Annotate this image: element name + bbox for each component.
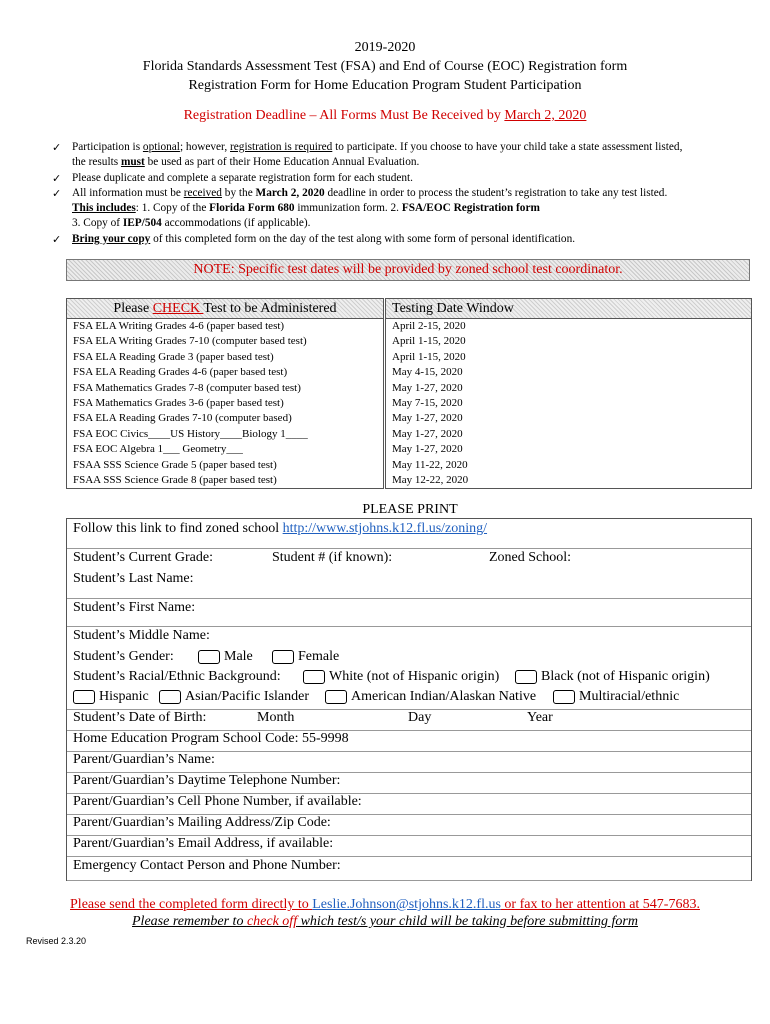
ethnic-label: Student’s Racial/Ethnic Background: <box>73 669 281 684</box>
zoning-link[interactable]: http://www.stjohns.k12.fl.us/zoning/ <box>282 521 488 536</box>
american-indian-checkbox[interactable] <box>325 690 347 704</box>
student-info-form <box>66 518 752 881</box>
send-instructions: Please send the completed form directly to Leslie.Johnson@stjohns.k12.fl.us or fax to her attention at 547-7683. <box>70 897 700 912</box>
asian-checkbox[interactable] <box>159 690 181 704</box>
test-row[interactable]: FSA Mathematics Grades 7-8 (computer based test) <box>73 381 301 394</box>
black-checkbox[interactable] <box>515 670 537 684</box>
tests-table <box>66 298 384 489</box>
header-year: 2019-2020 <box>354 40 416 55</box>
checkmark-icon: ✓ <box>52 141 62 154</box>
header-subtitle: Registration Form for Home Education Program Student Participation <box>188 78 582 93</box>
middle-name-label: Student’s Middle Name: <box>73 628 210 643</box>
window-row: May 1-27, 2020 <box>392 412 463 425</box>
test-row[interactable]: FSA EOC Algebra 1___ Geometry___ <box>73 443 243 456</box>
checkmark-icon: ✓ <box>52 186 62 200</box>
window-row: April 2-15, 2020 <box>392 320 466 332</box>
grade-row[interactable] <box>67 549 751 599</box>
middle-name-gender-ethnic-row[interactable] <box>67 627 751 710</box>
last-name-label: Student’s Last Name: <box>73 571 194 586</box>
testing-window-table <box>385 298 752 489</box>
test-row[interactable]: FSAA SSS Science Grade 8 (paper based test) <box>73 473 277 486</box>
revision-note: Revised 2.3.20 <box>26 936 87 946</box>
checkmark-icon: ✓ <box>52 232 62 246</box>
window-row: May 4-15, 2020 <box>392 366 463 379</box>
window-row: May 1-27, 2020 <box>392 427 463 440</box>
checkmark-icon: ✓ <box>52 171 62 185</box>
month-label: Month <box>257 710 295 725</box>
zoned-school-label: Zoned School: <box>489 550 572 565</box>
window-row: April 1-15, 2020 <box>392 335 466 348</box>
gender-label: Student’s Gender: <box>73 649 174 664</box>
first-name-row[interactable]: Student’s First Name: <box>67 599 751 627</box>
window-row: May 12-22, 2020 <box>392 473 469 486</box>
black-option[interactable]: Black (not of Hispanic origin) <box>515 669 710 685</box>
window-row: May 11-22, 2020 <box>392 458 468 471</box>
school-code-row: Home Education Program School Code: 55-9998 <box>67 731 751 752</box>
multiracial-option[interactable]: Multiracial/ethnic <box>553 689 679 705</box>
test-row[interactable]: FSA ELA Reading Grade 3 (paper based test) <box>73 350 274 363</box>
male-checkbox[interactable] <box>198 650 220 664</box>
window-row: May 1-27, 2020 <box>392 381 463 394</box>
tests-table-header: Please CHECK Test to be Administered <box>67 299 383 319</box>
window-row: May 7-15, 2020 <box>392 396 463 409</box>
mailing-address-row[interactable]: Parent/Guardian’s Mailing Address/Zip Code: <box>67 815 751 836</box>
zoning-link-row: Follow this link to find zoned school http://www.stjohns.k12.fl.us/zoning/ <box>67 519 751 549</box>
student-number-label: Student # (if known): <box>272 550 393 565</box>
asian-option[interactable]: Asian/Pacific Islander <box>159 689 309 705</box>
current-grade-label: Student’s Current Grade: <box>73 550 213 565</box>
note-banner: NOTE: Specific test dates will be provided by zoned school test coordinator. <box>66 259 750 281</box>
instruction-duplicate: ✓ Please duplicate and complete a separate registration form for each student. <box>52 171 413 185</box>
please-print-title: PLEASE PRINT <box>362 502 458 517</box>
test-row[interactable]: FSA ELA Reading Grades 7-10 (computer based) <box>73 412 292 425</box>
cell-phone-row[interactable]: Parent/Guardian’s Cell Phone Number, if available: <box>67 794 751 815</box>
instructions-list <box>44 140 754 247</box>
deadline-date: March 2, 2020 <box>504 108 587 123</box>
female-checkbox[interactable] <box>272 650 294 664</box>
instruction-bring-copy: ✓ Bring your copy of this completed form on the day of the test along with some form of personal identification. <box>52 232 576 246</box>
day-label: Day <box>408 710 432 725</box>
instruction-received: ✓ All information must be received by the March 2, 2020 deadline in order to process the student’s registration to take any test listed. This includes: 1. Copy of the Florida Form 680 immunization form. 2. FSA/EOC Registration form 3. Copy of IEP/504 accommodations (if applicable). <box>52 186 668 230</box>
white-option[interactable]: White (not of Hispanic origin) <box>303 669 499 685</box>
dob-label: Student’s Date of Birth: <box>73 710 207 725</box>
instruction-participation: ✓ Participation is optional; however, registration is required to participate. If you choose to have your child take a state assessment listed, the results must be used as part of their Home Education Annual Evaluation. <box>52 141 683 169</box>
dob-row[interactable] <box>67 710 751 731</box>
multiracial-checkbox[interactable] <box>553 690 575 704</box>
guardian-name-row[interactable]: Parent/Guardian’s Name: <box>67 752 751 773</box>
email-row[interactable]: Parent/Guardian’s Email Address, if available: <box>67 836 751 857</box>
hispanic-checkbox[interactable] <box>73 690 95 704</box>
header-title: Florida Standards Assessment Test (FSA) and End of Course (EOC) Registration form <box>142 59 628 74</box>
american-indian-option[interactable]: American Indian/Alaskan Native <box>325 689 536 705</box>
contact-email-link[interactable]: Leslie.Johnson@stjohns.k12.fl.us <box>312 897 501 912</box>
male-option[interactable]: Male <box>198 649 253 665</box>
test-row[interactable]: FSA Mathematics Grades 3-6 (paper based test) <box>73 396 284 409</box>
test-row[interactable]: FSA ELA Writing Grades 4-6 (paper based test) <box>73 320 285 332</box>
test-row[interactable]: FSA ELA Writing Grades 7-10 (computer based test) <box>73 335 307 348</box>
window-row: May 1-27, 2020 <box>392 443 463 456</box>
testing-window-header: Testing Date Window <box>386 299 751 319</box>
hispanic-option[interactable]: Hispanic <box>73 689 149 705</box>
year-label: Year <box>527 710 553 725</box>
test-row[interactable]: FSA EOC Civics____US History____Biology 1____ <box>73 427 308 440</box>
white-checkbox[interactable] <box>303 670 325 684</box>
emergency-contact-row[interactable]: Emergency Contact Person and Phone Number: <box>67 857 751 881</box>
female-option[interactable]: Female <box>272 649 339 665</box>
check-off-reminder: Please remember to check off which test/s your child will be taking before submitting form <box>132 914 638 929</box>
test-row[interactable]: FSA ELA Reading Grades 4-6 (paper based test) <box>73 366 288 379</box>
window-row: April 1-15, 2020 <box>392 350 466 363</box>
daytime-phone-row[interactable]: Parent/Guardian’s Daytime Telephone Number: <box>67 773 751 794</box>
registration-deadline: Registration Deadline – All Forms Must Be Received by March 2, 2020 <box>183 108 587 123</box>
test-row[interactable]: FSAA SSS Science Grade 5 (paper based test) <box>73 458 277 471</box>
